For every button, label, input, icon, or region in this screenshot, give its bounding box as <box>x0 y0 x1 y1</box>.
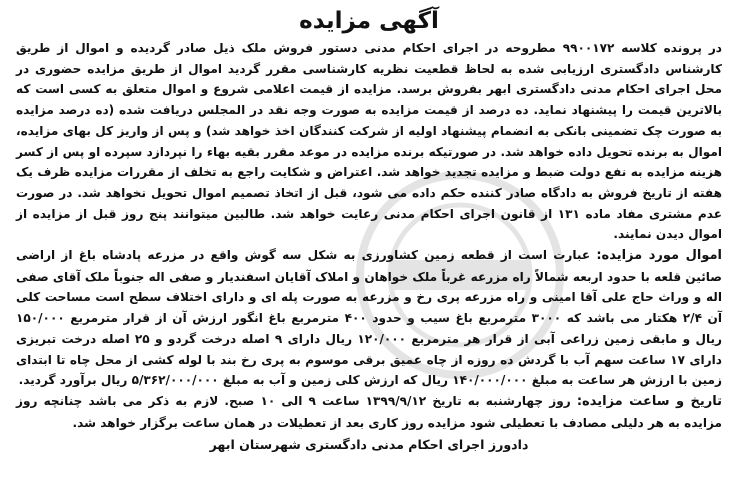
date-description: روز چهارشنبه به تاریخ ۱۳۹۹/۹/۱۲ ساعت ۹ الی ۱۰ صبح. لازم به ذکر می باشد چنانچه روز مزایده به هر دلیلی مصادف با تعطیلی شود مزایده روز کاری بعد از تعطیلات در همان ساعت برگزار خواهد شد. <box>16 393 722 430</box>
date-label: تاریخ و ساعت مزایده: <box>576 393 722 409</box>
date-section <box>16 391 722 433</box>
notice-intro: در پرونده کلاسه ۹۹۰۰۱۷۲ مطروحه در اجرای احکام مدنی دستور فروش ملک ذیل صادر گردیده و اموال از طریق کارشناس دادگستری ارزیابی شده به لحاظ قطعیت نظریه کارشناسی مقرر گردید اموال از طریق مزایده حضوری در محل اجرای احکام مدنی دادگستری ابهر بفروش برسد. مزایده از قیمت اعلامی شروع و اموال متعلق به کسی است که بالاترین قیمت را پیشنهاد نماید. ده درصد از قیمت مزایده به صورت وجه نقد در المجلس دریافت شده (ده درصد مزایده به صورت چک تضمینی بانکی به انضمام پیشنهاد اولیه از شرکت کنندگان اخذ خواهد شد) و پس از واریز کل بهای مزایده، اموال به برنده تحویل داده خواهد شد. در صورتیکه برنده مزایده در موعد مقرر بقیه بهاء را نپردازد سپرده او پس از کسر هزینه مزایده به نفع دولت ضبط و مزایده تجدید خواهد شد. اعتراض و شکایت راجع به تخلف از مقررات مزایده ظرف یک هفته از تاریخ فروش به دادگاه صادر کننده حکم داده می شود، قبل از اتخاذ تصمیم اموال تحویل نخواهد شد. در صورت عدم مشتری مفاد ماده ۱۳۱ از قانون اجرای احکام مدنی رعایت خواهد شد. طالبین میتوانند پنج روز قبل از مزایده از اموال دیدن نمایند. <box>16 41 722 242</box>
notice-title: آگهی مزایده <box>299 8 439 34</box>
property-description: عبارت است از قطعه زمین کشاورزی به شکل سه گوش واقع در مزرعه پادشاه باغ از اراضی صائین قلعه با حدود اربعه شمالاً راه مزرعه غرباً ملک خواهان و املاک آقایان اسفندیار و صفی اله جنوباً ملک آقای صفی اله و وراث حاج علی آقا امینی و راه مزرعه پری رخ و مزرعه به صورت پله ای و دارای اختلاف سطح است مساحت کلی آن ۲/۴ هکتار می باشد که ۳۰۰۰ مترمربع باغ سیب و حدود ۴۰۰ مترمربع باغ انگور ارزش آن از قرار مترمربع ۱۵۰/۰۰۰ ریال و مابقی زمین زراعی آبی از قرار هر مترمربع ۱۲۰/۰۰۰ ریال دارای ۹ اصله درخت گردو و ۲۵ اصله درخت تبریزی دارای ۱۷ ساعت سهم آب با گردش ده روزه از چاه عمیق برقی موسوم به پری رخ بند با لوله کشی از محل چاه تا ابتدای زمین با ارزش هر ساعت به مبلغ ۱۴۰/۰۰۰/۰۰۰ ریال که ارزش کلی زمین و آب به مبلغ ۵/۳۶۲/۰۰۰/۰۰۰ ریال برآورد گردید. <box>16 248 722 388</box>
property-section <box>16 245 722 391</box>
property-label: اموال مورد مزایده: <box>596 248 723 264</box>
signature-line: دادورز اجرای احکام مدنی دادگستری شهرستان ابهر <box>209 437 529 453</box>
